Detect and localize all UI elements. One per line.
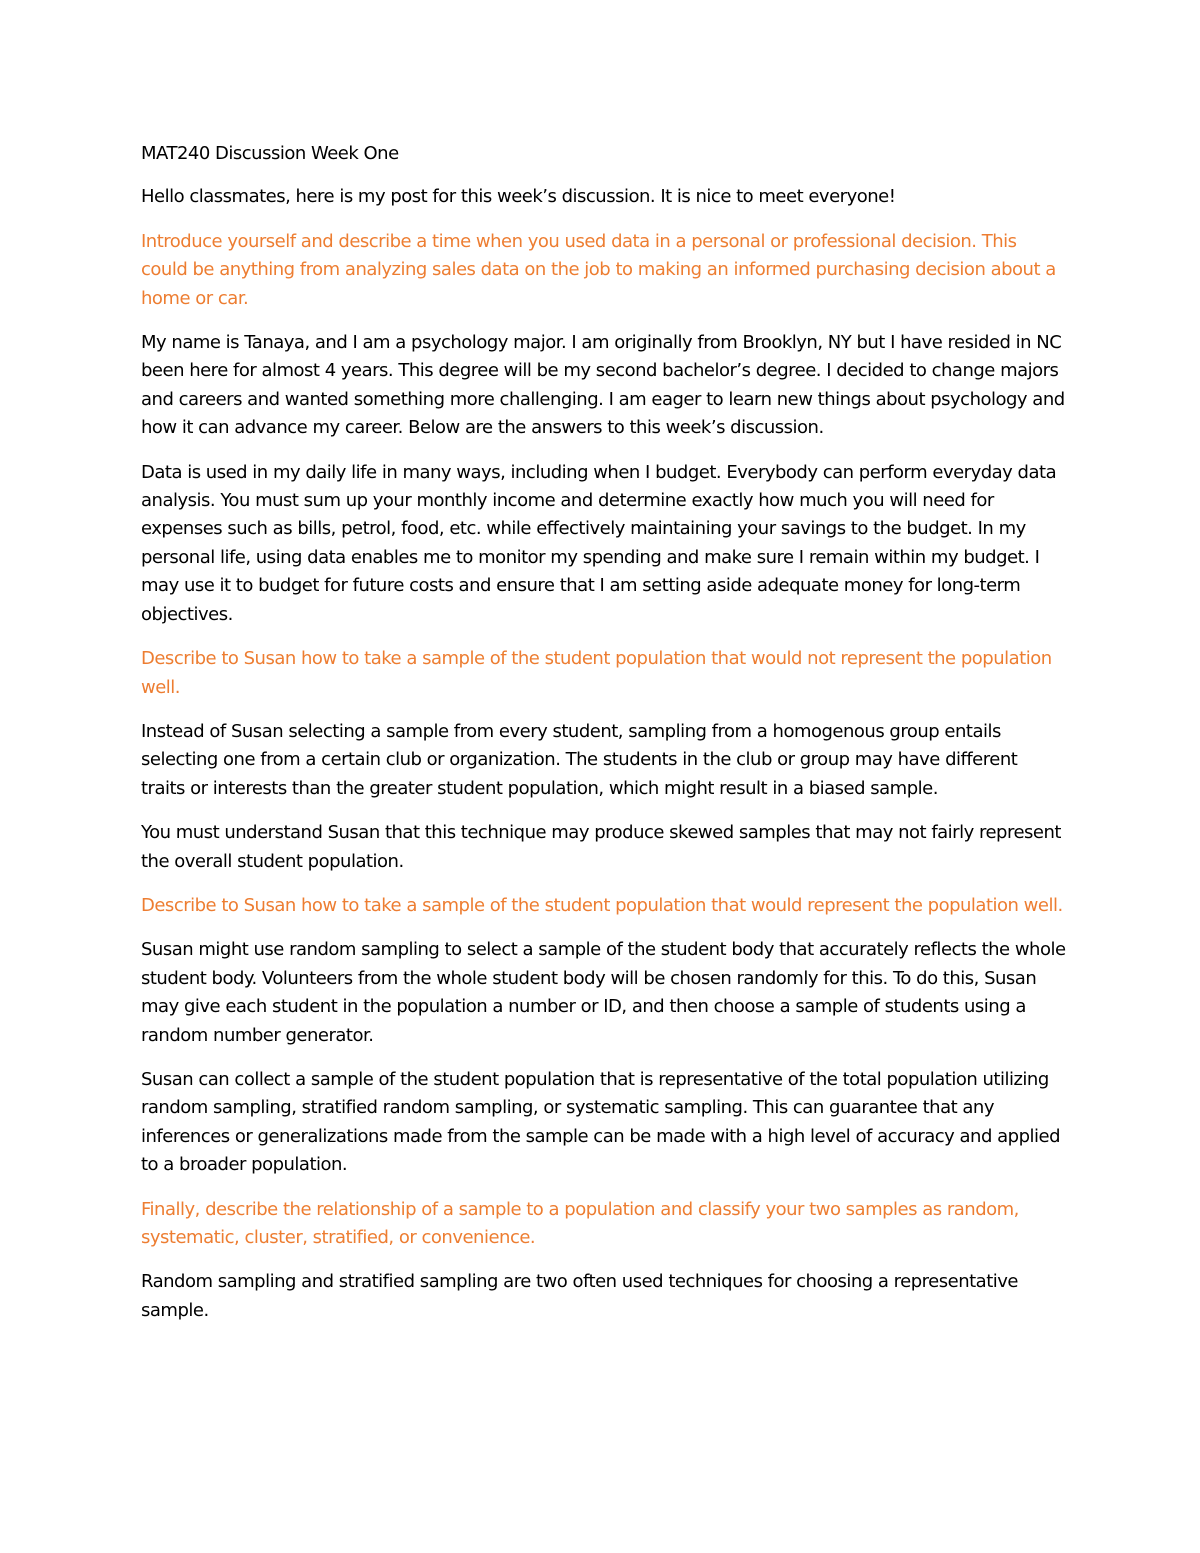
answer-paragraph-classification: Random sampling and stratified sampling are two often used techniques for choosing a representative sample.	[141, 1271, 1018, 1321]
answer-paragraph-random-sampling: Susan might use random sampling to select a sample of the student body that accurately reflects the whole student body. Volunteers from the whole student body will be chosen randomly for this. To do this, Susan may give each student in the population a number or ID, and then choose a sample of students using a random number generator.	[141, 939, 1066, 1046]
prompt-introduce-yourself: Introduce yourself and describe a time when you used data in a personal or professional decision. This could be anything from analyzing sales data on the job to making an informed purchasing decision about a home or car.	[141, 230, 1056, 309]
answer-paragraph-data-use: Data is used in my daily life in many ways, including when I budget. Everybody can perform everyday data analysis. You must sum up your monthly income and determine exactly how much you will need for expenses such as bills, petrol, food, etc. while effectively maintaining your savings to the budget. In my personal life, using data enables me to monitor my spending and make sure I remain within my budget. I may use it to budget for future costs and ensure that I am setting aside adequate money for long-term objectives.	[141, 461, 1057, 625]
document-title: MAT240 Discussion Week One	[141, 143, 399, 164]
document-page	[141, 140, 1066, 1341]
greeting-paragraph: Hello classmates, here is my post for this week’s discussion. It is nice to meet everyone!	[141, 186, 896, 208]
answer-paragraph-skewed-samples: You must understand Susan that this technique may produce skewed samples that may not fairly represent the overall student population.	[141, 822, 1061, 872]
answer-paragraph-introduction: My name is Tanaya, and I am a psychology major. I am originally from Brooklyn, NY but I have resided in NC been here for almost 4 years. This degree will be my second bachelor’s degree. I decided to change majors and careers and wanted something more challenging. I am eager to learn new things about psychology and how it can advance my career. Below are the answers to this week’s discussion.	[141, 332, 1065, 439]
prompt-unrepresentative-sample: Describe to Susan how to take a sample of the student population that would not represent the population well.	[141, 648, 1052, 698]
answer-paragraph-homogenous-group: Instead of Susan selecting a sample from every student, sampling from a homogenous group entails selecting one from a certain club or organization. The students in the club or group may have different traits or interests than the greater student population, which might result in a biased sample.	[141, 720, 1018, 799]
prompt-sample-population-relationship: Finally, describe the relationship of a sample to a population and classify your two samples as random, systematic, cluster, stratified, or convenience.	[141, 1198, 1019, 1248]
prompt-representative-sample: Describe to Susan how to take a sample of the student population that would represent the population well.	[141, 894, 1063, 916]
answer-paragraph-sampling-methods: Susan can collect a sample of the student population that is representative of the total population utilizing random sampling, stratified random sampling, or systematic sampling. This can guarantee that any inferences or generalizations made from the sample can be made with a high level of accuracy and applied to a broader population.	[141, 1068, 1060, 1176]
